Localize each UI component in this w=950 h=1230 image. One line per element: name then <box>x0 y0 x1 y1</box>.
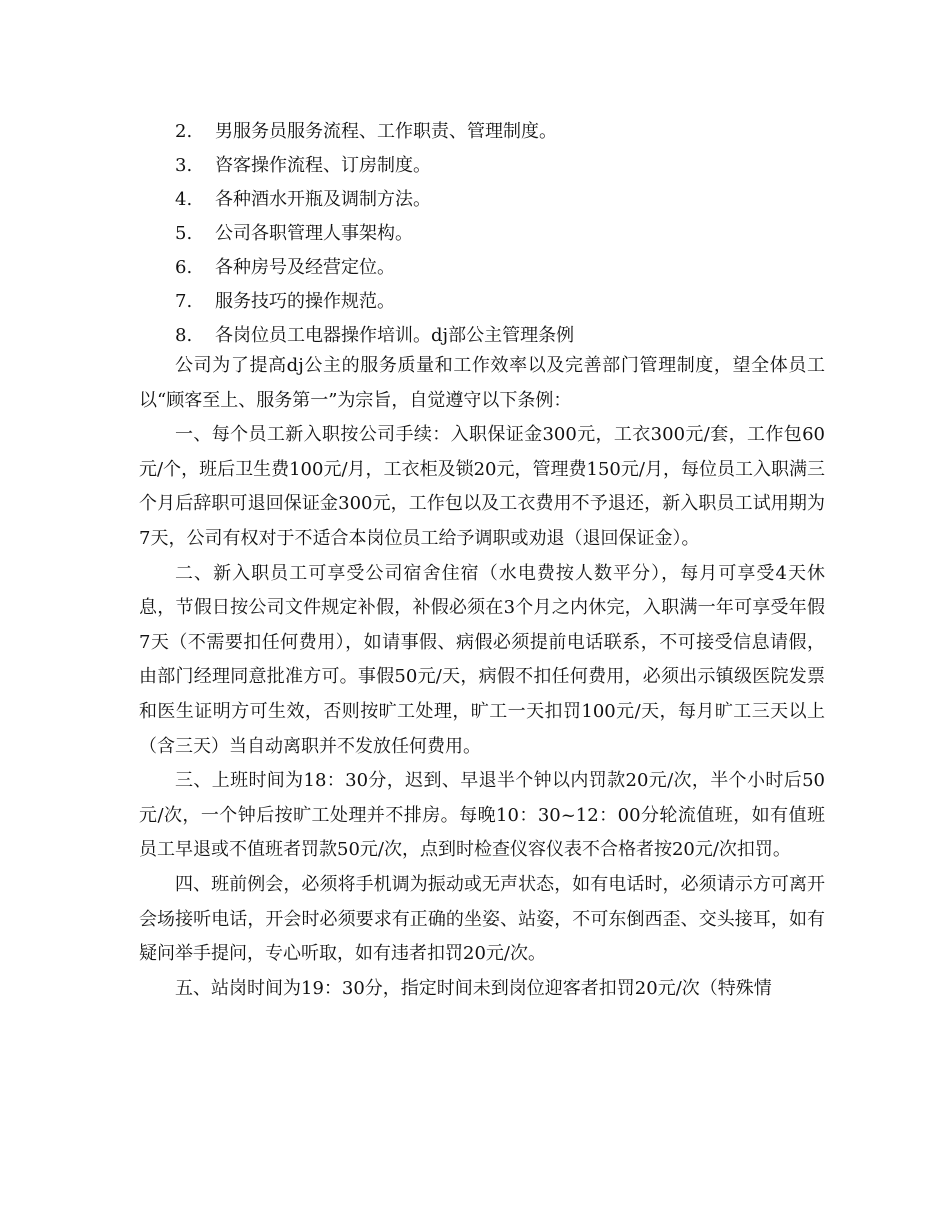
list-item-text: 公司各职管理人事架构。 <box>215 223 413 244</box>
rule-paragraph-4: 四、班前例会，必须将手机调为振动或无声状态，如有电话时，必须请示方可离开会场接听电话，开会时必须要求有正确的坐姿、站姿，不可东倒西歪、交头接耳，如有疑问举手提问，专心听取，如有违者扣罚20元/次。 <box>139 873 825 965</box>
list-item-text: 服务技巧的操作规范。 <box>215 291 395 312</box>
list-item-text: 咨客操作流程、订房制度。 <box>215 155 431 176</box>
list-item-text: 各种房号及经营定位。 <box>215 257 395 278</box>
list-item-number: 8. <box>175 325 193 346</box>
list-item-number: 6. <box>175 257 193 278</box>
list-item <box>175 319 835 353</box>
regulations-body <box>139 349 825 1006</box>
list-item <box>175 217 835 251</box>
intro-paragraph: 公司为了提高dj公主的服务质量和工作效率以及完善部门管理制度，望全体员工以“顾客至上、服务第一”为宗旨，自觉遵守以下条例： <box>139 355 825 411</box>
list-item <box>175 285 835 319</box>
list-item-number: 3. <box>175 155 193 176</box>
rule-paragraph-3: 三、上班时间为18：30分，迟到、早退半个钟以内罚款20元/次，半个小时后50元/次，一个钟后按旷工处理并不排房。每晚10：30~12：00分轮流值班，如有值班员工早退或不值班者罚款50元/次，点到时检查仪容仪表不合格者按20元/次扣罚。 <box>139 770 825 861</box>
list-item-number: 2. <box>175 121 193 142</box>
list-item-number: 5. <box>175 223 193 244</box>
list-item <box>175 115 835 149</box>
list-item <box>175 183 835 217</box>
list-item-number: 7. <box>175 291 193 312</box>
training-list <box>175 115 835 353</box>
list-item <box>175 149 835 183</box>
rule-paragraph-5: 五、站岗时间为19：30分，指定时间未到岗位迎客者扣罚20元/次（特殊情 <box>175 977 772 999</box>
list-item <box>175 251 835 285</box>
list-item-number: 4. <box>175 189 193 210</box>
list-item-text: 男服务员服务流程、工作职责、管理制度。 <box>215 121 557 142</box>
list-item-text: 各种酒水开瓶及调制方法。 <box>215 189 431 210</box>
list-item-text: 各岗位员工电器操作培训。dj部公主管理条例 <box>215 325 575 346</box>
rule-paragraph-2: 二、新入职员工可享受公司宿舍住宿（水电费按人数平分），每月可享受4天休息，节假日按公司文件规定补假，补假必须在3个月之内休完，入职满一年可享受年假7天（不需要扣任何费用），如请事假、病假必须提前电话联系，不可接受信息请假，由部门经理同意批准方可。事假50元/天，病假不扣任何费用，必须出示镇级医院发票和医生证明方可生效，否则按旷工处理，旷工一天扣罚100元/天，每月旷工三天以上（含三天）当自动离职并不发放任何费用。 <box>139 562 825 757</box>
rule-paragraph-1: 一、每个员工新入职按公司手续：入职保证金300元，工衣300元/套，工作包60元/个，班后卫生费100元/月，工衣柜及锁20元，管理费150元/月，每位员工入职满三个月后辞职可退回保证金300元，工作包以及工衣费用不予退还，新入职员工试用期为7天，公司有权对于不适合本岗位员工给予调职或劝退（退回保证金）。 <box>139 424 825 549</box>
